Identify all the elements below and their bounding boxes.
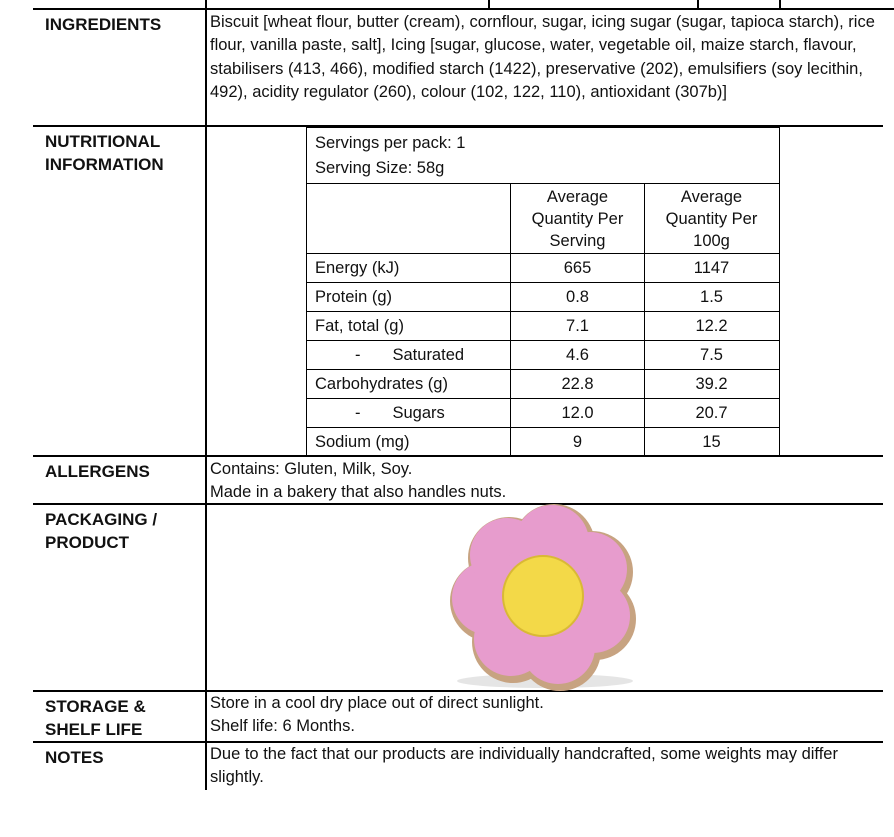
nutrient-per-100g: 1.5 <box>644 283 778 311</box>
table-border-stub <box>697 0 699 8</box>
table-border-stub <box>205 0 207 8</box>
nutrient-per-serving: 0.8 <box>510 283 644 311</box>
per-100g-header-line: 100g <box>693 232 730 250</box>
per-serving-header-line: Serving <box>549 232 606 250</box>
nutrition-row-energy <box>307 253 779 282</box>
per-serving-header-line: Quantity Per <box>531 210 624 228</box>
nutrient-per-serving: 12.0 <box>510 399 644 427</box>
nutrient-per-serving: 665 <box>510 254 644 282</box>
storage-instruction: Store in a cool dry place out of direct sunlight. <box>210 694 544 712</box>
notes-label: NOTES <box>45 748 104 767</box>
nutrient-header-empty <box>307 184 510 253</box>
allergens-label: ALLERGENS <box>45 462 150 481</box>
nutrition-row-sugars <box>307 398 779 427</box>
storage-label-line2: SHELF LIFE <box>45 720 143 739</box>
nutrient-per-100g: 12.2 <box>644 312 778 340</box>
servings-per-pack: Servings per pack: 1 <box>315 134 466 152</box>
nutrient-name <box>307 341 510 369</box>
serving-size: Serving Size: 58g <box>315 159 445 177</box>
nutrient-name: Sodium (mg) <box>315 432 410 451</box>
nutrient-name: Protein (g) <box>315 287 393 306</box>
nutrient-name <box>307 399 510 427</box>
per-serving-header <box>510 184 644 253</box>
per-serving-header-line: Average <box>546 188 609 206</box>
nutrition-header-row <box>307 183 779 253</box>
storage-text <box>210 692 544 739</box>
storage-label-line1: STORAGE & <box>45 697 146 716</box>
nutrition-label-line1: NUTRITIONAL <box>45 132 161 151</box>
product-photo <box>433 500 657 692</box>
nutrient-per-serving: 7.1 <box>510 312 644 340</box>
nutrient-name: Energy (kJ) <box>315 258 400 277</box>
nutrition-row-carbohydrates <box>307 369 779 398</box>
allergens-facility: Made in a bakery that also handles nuts. <box>210 483 507 502</box>
notes-text: Due to the fact that our products are individually handcrafted, some weights may differ slightly. <box>210 745 838 787</box>
indent-dash: - <box>355 403 361 422</box>
nutrient-per-100g: 39.2 <box>644 370 778 398</box>
per-100g-header-line: Quantity Per <box>665 210 758 228</box>
indent-dash: - <box>355 345 361 364</box>
table-border-stub <box>779 0 781 8</box>
per-100g-header <box>644 184 778 253</box>
nutrient-per-100g: 15 <box>644 428 778 456</box>
nutrient-name: Carbohydrates (g) <box>315 374 448 393</box>
nutrient-per-100g: 20.7 <box>644 399 778 427</box>
allergens-contains: Contains: Gluten, Milk, Soy. <box>210 460 413 478</box>
nutrition-row-sodium <box>307 427 779 456</box>
servings-cell <box>307 128 779 183</box>
packaging-label-line2: PRODUCT <box>45 533 130 552</box>
shelf-life: Shelf life: 6 Months. <box>210 717 355 736</box>
nutrition-row-saturated <box>307 340 779 369</box>
nutrient-name: Fat, total (g) <box>315 316 404 335</box>
allergens-text <box>210 458 506 505</box>
nutrition-row-fat <box>307 311 779 340</box>
ingredients-label: INGREDIENTS <box>45 15 162 34</box>
per-100g-header-line: Average <box>680 188 743 206</box>
nutrient-name-text: Sugars <box>392 403 445 422</box>
flower-cookie-image <box>433 500 657 692</box>
nutrient-per-100g: 7.5 <box>644 341 778 369</box>
ingredients-text: Biscuit [wheat flour, butter (cream), cornflour, sugar, icing sugar (sugar, tapioca starch), rice flour, vanilla paste, salt], Icing [sugar, glucose, water, vegetable oil, maize starch, flavour, stabilisers (413, 466), modified starch (1422), preservative (202), emulsifiers (soy lecithin, 492), acidity regulator (260), colour (102, 122, 110), antioxidant (307b)] <box>210 13 875 101</box>
nutrition-table <box>306 127 780 457</box>
nutrition-row-protein <box>307 282 779 311</box>
flower-center <box>503 556 583 636</box>
label-column-divider <box>205 8 207 790</box>
nutrient-per-serving: 22.8 <box>510 370 644 398</box>
table-border-stub <box>488 0 490 8</box>
nutrient-name-text: Saturated <box>392 345 465 364</box>
nutrient-per-100g: 1147 <box>644 254 778 282</box>
nutrient-per-serving: 9 <box>510 428 644 456</box>
nutrient-per-serving: 4.6 <box>510 341 644 369</box>
nutrition-label-line2: INFORMATION <box>45 155 164 174</box>
packaging-label-line1: PACKAGING / <box>45 510 158 529</box>
table-border-top <box>33 8 894 10</box>
